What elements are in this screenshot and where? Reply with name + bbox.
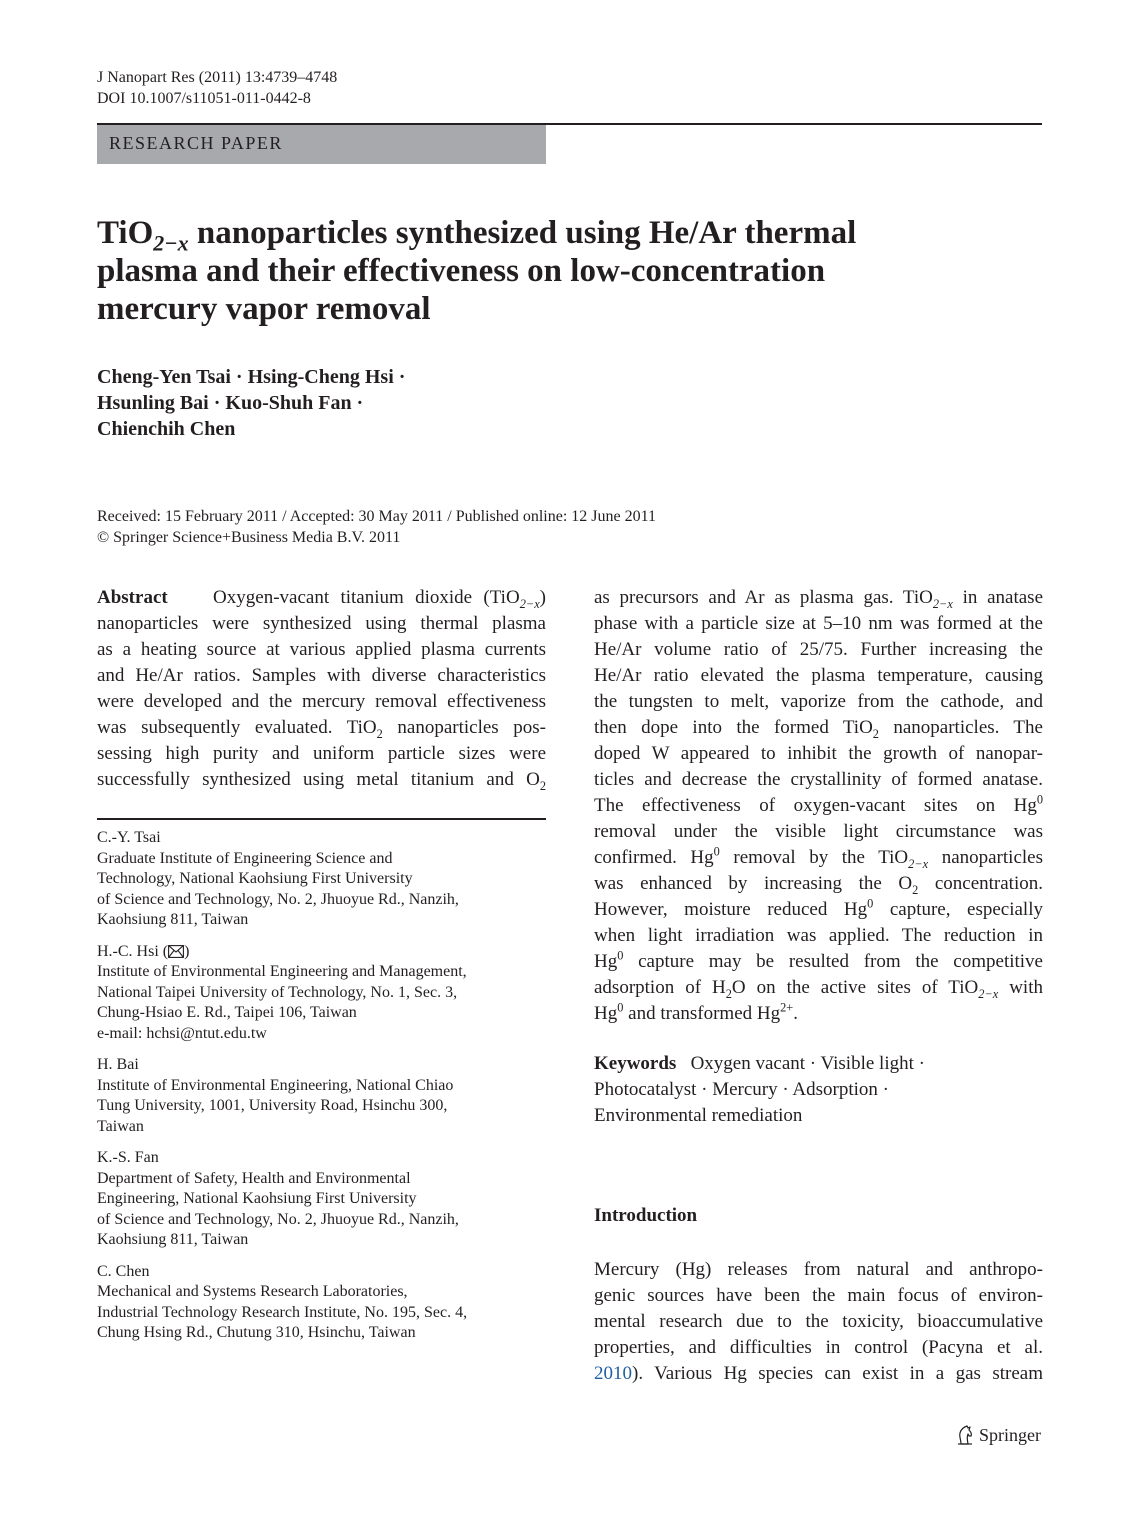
email-link[interactable]: e-mail: hchsi@ntut.edu.tw [97,1024,267,1042]
journal-line: J Nanopart Res (2011) 13:4739–4748 [97,69,338,86]
affiliation-line: Graduate Institute of Engineering Science and [97,849,393,867]
subscript: 2−x [932,596,953,611]
keywords-line: Oxygen vacant · Visible light · [690,1053,925,1074]
article-type-label: RESEARCH PAPER [109,133,283,153]
abstract-text: confirmed. Hg [594,847,714,868]
superscript: 2+ [780,1000,794,1015]
title-line-3: mercury vapor removal [97,291,431,327]
affiliation-line: Tung University, 1001, University Road, Hsinchu 300, [97,1097,448,1114]
abstract-text: Hg [594,1003,618,1024]
publisher-logo [955,1424,1041,1446]
subscript: 2 [872,726,879,741]
affiliation-line: Technology, National Kaohsiung First University [97,870,413,887]
affiliation-line: Kaohsiung 811, Taiwan [97,911,249,928]
abstract-text: However, moisture reduced Hg [594,899,868,920]
affiliations [97,828,546,1355]
introduction-body [594,1257,1043,1387]
affiliation-line: Taiwan [97,1117,144,1135]
intro-line: Mercury (Hg) releases from natural and anthropo- [594,1259,1043,1280]
abstract-text: capture may be resulted from the competitive [623,951,1043,972]
affiliation-line: Engineering, National Kaohsiung First University [97,1190,417,1207]
publication-dates [97,506,656,548]
abstract-text: ) [539,587,546,608]
affiliation-line: Industrial Technology Research Institute, No. 195, Sec. 4, [97,1303,468,1321]
springer-horse-icon [955,1424,975,1446]
affiliation-name: C.-Y. Tsai [97,829,161,846]
author-line: Hsunling Bai · Kuo-Shuh Fan · [97,392,364,414]
affiliation-line: of Science and Technology, No. 2, Jhuoyue Rd., Nanzih, [97,890,459,908]
affiliation-tsai [97,828,546,931]
abstract-line: were developed and the mercury removal effectiveness [97,691,546,712]
superscript: 0 [713,844,720,859]
keywords-label: Keywords [594,1053,677,1074]
abstract-line: phase with a particle size at 5–10 nm was formed at the [594,613,1043,634]
abstract-text: and transformed Hg [623,1003,781,1024]
abstract-line: removal under the visible light circumstance was [594,821,1043,842]
title-subscript: 2−x [153,230,189,256]
author-line: Chienchih Chen [97,418,236,440]
intro-line: mental research due to the toxicity, bioaccumulative [594,1311,1043,1332]
superscript: 0 [867,896,874,911]
abstract-text: Hg [594,951,618,972]
affiliation-line: of Science and Technology, No. 2, Jhuoyue Rd., Nanzih, [97,1210,459,1228]
affiliation-line: Institute of Environmental Engineering and Management, [97,963,467,980]
received-dates: Received: 15 February 2011 / Accepted: 30 May 2011 / Published online: 12 June 2011 [97,508,657,525]
title-part: TiO [97,215,154,251]
abstract-text: was subsequently evaluated. TiO [97,717,377,738]
affiliation-bai [97,1055,546,1137]
affiliation-line: Department of Safety, Health and Environmental [97,1169,411,1187]
citation-link[interactable]: 2010 [594,1363,632,1384]
abstract-text: concentration. [918,873,1043,894]
abstract-text: successfully synthesized using metal titanium and O [97,769,540,790]
title-line-2: plasma and their effectiveness on low-concentration [97,253,826,289]
title-part: nanoparticles synthesized using He/Ar thermal [188,215,857,251]
affiliation-hsi [97,942,546,1045]
subscript: 2 [912,882,919,897]
abstract-text: was enhanced by increasing the O [594,873,913,894]
journal-citation [97,67,337,109]
subscript: 2−x [908,856,929,871]
subscript: 2 [725,986,732,1001]
affiliation-name: C. Chen [97,1262,150,1280]
abstract-label: Abstract [97,587,168,608]
subscript: 2 [539,778,546,793]
abstract-text: . [793,1003,799,1024]
abstract-text: nanoparticles [928,847,1043,868]
affiliation-name: ) [184,942,190,960]
affiliation-line: National Taipei University of Technology, No. 1, Sec. 3, [97,983,458,1001]
abstract-text: nanoparticles. The [878,717,1043,738]
doi-line: DOI 10.1007/s11051-011-0442-8 [97,90,311,107]
superscript: 0 [617,1000,624,1015]
abstract-line: nanoparticles were synthesized using thermal plasma [97,613,546,634]
keywords-line: Environmental remediation [594,1105,803,1126]
affiliation-line: Mechanical and Systems Research Laboratories, [97,1283,408,1300]
intro-line: genic sources have been the main focus of environ- [594,1285,1043,1306]
affiliation-line: Institute of Environmental Engineering, National Chiao [97,1076,454,1094]
abstract-line: He/Ar ratio elevated the plasma temperature, causing [594,665,1043,686]
affiliation-name: H. Bai [97,1056,139,1073]
paper-title [97,214,957,328]
superscript: 0 [1036,792,1043,807]
affiliation-line: Chung Hsing Rd., Chutung 310, Hsinchu, Taiwan [97,1324,416,1341]
envelope-icon [168,945,184,958]
affiliation-name: H.-C. Hsi ( [97,942,169,960]
article-type-banner [97,125,546,164]
abstract-line: the tungsten to melt, vaporize from the cathode, and [594,691,1043,712]
abstract-text: O on the active sites of TiO [731,977,979,998]
abstract-line: sessing high purity and uniform particle sizes were [97,743,546,764]
abstract-text: nanoparticles pos- [382,717,546,738]
abstract-text: The effectiveness of oxygen-vacant sites on Hg [594,795,1037,816]
abstract-line: doped W appeared to inhibit the growth of nanopar- [594,743,1043,764]
publisher-name: Springer [979,1425,1041,1445]
abstract-text: capture, especially [873,899,1043,920]
author-list [97,364,405,442]
abstract-line: when light irradiation was applied. The reduction in [594,925,1043,946]
subscript: 2−x [978,986,999,1001]
abstract-line: as a heating source at various applied plasma currents [97,639,546,660]
abstract-text: as precursors and Ar as plasma gas. TiO [594,587,933,608]
introduction-heading: Introduction [594,1205,698,1226]
author-line: Cheng-Yen Tsai · Hsing-Cheng Hsi · [97,366,406,388]
keywords [594,1051,1043,1129]
abstract-line: ticles and decrease the crystallinity of formed anatase. [594,769,1043,790]
footnote-rule [97,818,546,820]
abstract-right-column [594,585,1043,1027]
intro-line: properties, and difficulties in control (Pacyna et al. [594,1337,1043,1358]
abstract-left-column [97,585,546,793]
subscript: 2−x [519,596,540,611]
keywords-line: Photocatalyst · Mercury · Adsorption · [594,1079,889,1100]
subscript: 2 [376,726,383,741]
abstract-text: in anatase [952,587,1043,608]
superscript: 0 [617,948,624,963]
abstract-text: Oxygen-vacant titanium dioxide (TiO [213,587,520,608]
intro-text: ). Various Hg species can exist in a gas stream [632,1363,1043,1384]
affiliation-line: Kaohsiung 811, Taiwan [97,1231,249,1248]
copyright: © Springer Science+Business Media B.V. 2011 [97,529,401,546]
abstract-line: He/Ar volume ratio of 25/75. Further increasing the [594,639,1043,660]
affiliation-name: K.-S. Fan [97,1149,159,1166]
affiliation-chen [97,1262,546,1344]
abstract-text: then dope into the formed TiO [594,717,873,738]
affiliation-fan [97,1148,546,1251]
affiliation-line: Chung-Hsiao E. Rd., Taipei 106, Taiwan [97,1004,357,1021]
abstract-text: adsorption of H [594,977,726,998]
abstract-text: removal by the TiO [719,847,909,868]
abstract-text: with [998,977,1043,998]
abstract-line: and He/Ar ratios. Samples with diverse characteristics [97,665,546,686]
